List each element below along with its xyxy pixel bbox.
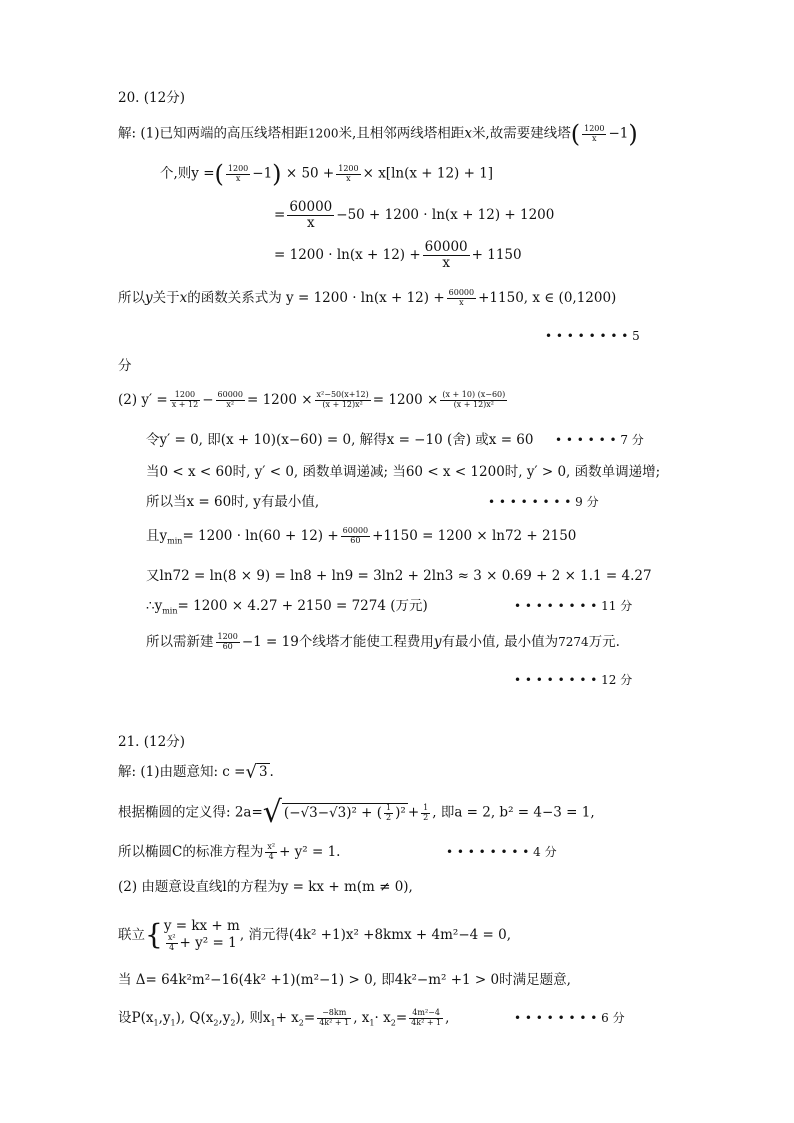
fraction: $\frac{60000}{\text{x²}}$ bbox=[217, 390, 243, 409]
p21-line-4: (2) 由题意设直线l的方程为y = kx + m(m ≠ 0), bbox=[118, 879, 413, 895]
p20-line-3: = $\frac{60000}{x}$ −50 + 1200 · ln(x + 12) + 1200 bbox=[274, 199, 555, 231]
problem-21-header: 21. (12分) bbox=[118, 734, 185, 750]
p20-line-8: 当0 < x < 60时, y′ < 0, 函数单调递减; 当60 < x < 1200时, y′ > 0, 函数单调递增; bbox=[146, 464, 661, 480]
problem-20-header: 20. (12分) bbox=[118, 90, 185, 106]
p20-line-11: 又ln72 = ln(8 × 9) = ln8 + ln9 = 3ln2 + 2ln3 ≈ 3 × 0.69 + 2 × 1.1 = 4.27 bbox=[146, 568, 652, 584]
fraction: $\frac{1200}{x}$ bbox=[584, 123, 605, 143]
fraction: $\frac{\text{x²}}{4}$ bbox=[267, 842, 276, 861]
score-marker-12: • • • • • • • • 12 分 bbox=[514, 673, 633, 687]
fraction: $\frac{\text{4m²−4}}{\text{4k² + 1}}$ bbox=[411, 1008, 442, 1027]
p21-line-5: 联立{ y = kx + m $\frac{\text{x²}}{4}$ + y² = 1 , 消元得(4k² +1)x² +8kmx + 4m²−4 = 0, bbox=[118, 918, 512, 952]
fraction: $\frac{-8km}{\text{4k² + 1}}$ bbox=[319, 1008, 350, 1027]
score-marker-6: • • • • • • • • 6 分 bbox=[514, 1011, 625, 1025]
fraction: $\frac{1200}{x}$ bbox=[227, 163, 249, 183]
score-marker-7: • • • • • • 7 分 bbox=[555, 433, 644, 447]
fraction: $\frac{\text{x²−50(x+12)}}{\text{(x + 12)x²}}$ bbox=[316, 390, 369, 409]
fraction: $\frac{60000}{x}$ bbox=[448, 288, 475, 307]
p21-line-6: 当 Δ= 64k²m²−16(4k² +1)(m²−1) > 0, 即4k²−m² +1 > 0时满足题意, bbox=[118, 972, 571, 988]
p20-line-2: 个,则y =( $\frac{1200}{x}$ −1) × 50 + $\frac{1200}{x}$ × x[ln(x + 12) + 1] bbox=[160, 160, 494, 188]
score-marker-11: • • • • • • • • 11 分 bbox=[514, 599, 633, 613]
p20-line-4: = 1200 · ln(x + 12) + $\frac{60000}{x}$ + 1150 bbox=[274, 239, 522, 271]
fraction: $\frac{1200}{60}$ bbox=[217, 632, 238, 651]
score-marker-9: • • • • • • • • 9 分 bbox=[488, 495, 599, 509]
fraction: $\frac{1200}{x}$ bbox=[338, 163, 359, 183]
fraction: $\frac{1200}{x + 12}$ bbox=[171, 390, 199, 409]
p20-line-10: 且$y_{min}= 1200 \cdot \ln(60 + 12)$ + $\frac{60000}{60}$ +1150 = 1200 × ln72 + 2150 bbox=[146, 526, 577, 546]
score-marker-4: • • • • • • • • 4 分 bbox=[446, 845, 557, 859]
p20-line-1: 解: (1)已知两端的高压线塔相距1200米,且相邻两线塔相距x米,故需要建线塔( $\frac{1200}{x}$ −1) bbox=[118, 120, 638, 148]
score-marker-5-tail: 分 bbox=[118, 358, 132, 374]
p20-part-2: (2) y′ = $\frac{1200}{x + 12}$ − $\frac{60000}{\text{x²}}$ = 1200 × $\frac{\text{x²−50(x+12)}}{\text{(x + 12)x²}}$ = 1200 × $\frac{(x + 10) (x-60)}{\text{(x + 12)x²}}$ bbox=[118, 390, 506, 409]
p20-line-13: 所以需新建 $\frac{1200}{60}$ −1 = 19个线塔才能使工程费用y有最小值, 最小值为7274万元. bbox=[146, 632, 620, 651]
p20-line-12: $\therefore y_{min}= 1200 \times 4.27 + 2150 = 7274$ (万元) bbox=[146, 598, 428, 616]
p21-line-3: 所以椭圆C的标准方程为 $\frac{\text{x²}}{4}$ + y² = 1. bbox=[118, 842, 341, 861]
p21-line-1: 解: (1)由题意知: c =√ 3 . bbox=[118, 761, 274, 783]
p21-line-2: 根据椭圆的定义得: 2a=√ (−√3−√3)² + ( $\frac{1}{2}$ )² + $\frac{1}{2}$ , 即a = 2, b² = 4−3 = 1, bbox=[118, 795, 595, 830]
p20-line-7: 令y′ = 0, 即(x + 10)(x−60) = 0, 解得x = −10 (舍) 或x = 60 bbox=[146, 432, 534, 448]
fraction: $\frac{(x + 10) (x-60)}{\text{(x + 12)x²}}$ bbox=[442, 390, 506, 409]
fraction: $\frac{60000}{60}$ bbox=[342, 526, 369, 545]
p20-line-9: 所以当x = 60时, y有最小值, bbox=[146, 494, 320, 510]
fraction: $\frac{60000}{x}$ bbox=[289, 199, 333, 231]
score-marker-5: • • • • • • • • 5 bbox=[545, 329, 640, 343]
p21-line-7: 设$P(x_1,y_1)$, $Q(x_2,y_2)$, 则$x_1+ x_2=$ $\frac{-8km}{\text{4k² + 1}}$ , $x_1\cdot x_2=$ $\frac{\text{4m²−4}}{\text{4k² + 1}}$ , bbox=[118, 1008, 450, 1028]
fraction: $\frac{60000}{x}$ bbox=[424, 239, 468, 271]
p20-line-5: 所以y关于x的函数关系式为 y = 1200 · ln(x + 12) + $\frac{60000}{x}$ +1150, x ∈ (0,1200) bbox=[118, 288, 617, 307]
fraction: $\frac{1}{2}$ bbox=[423, 802, 429, 822]
fraction: $\frac{\text{x²}}{4}$ bbox=[167, 933, 176, 952]
fraction: $\frac{1}{2}$ bbox=[386, 802, 392, 822]
